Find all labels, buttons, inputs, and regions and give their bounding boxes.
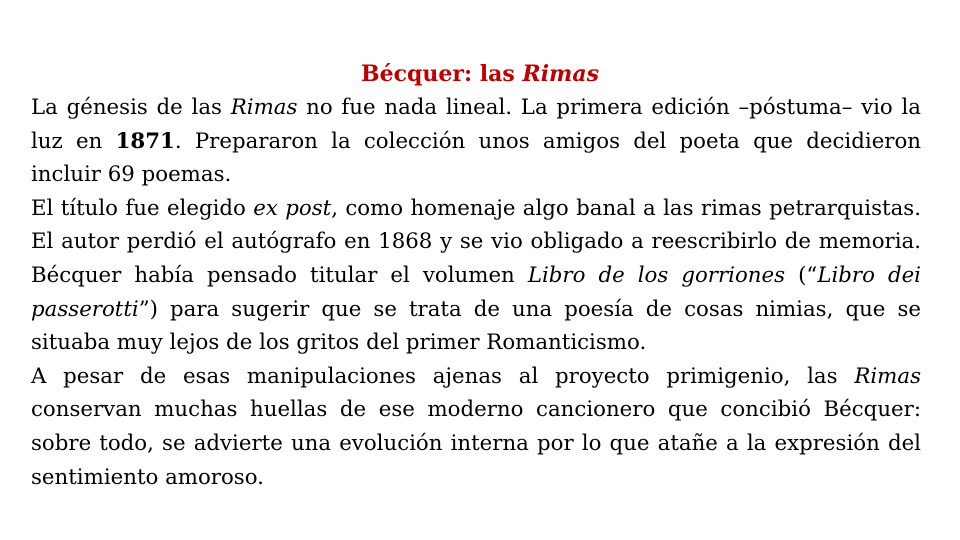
- title-prefix: Bécquer: las: [361, 61, 523, 87]
- slide-body: [31, 91, 921, 494]
- p2-text-g: ”) para sugerir que se trata de una poesía de cosas nimias, que se situaba muy lejos de los gritos del primer Romanticismo.: [31, 296, 921, 356]
- paragraph-1: [31, 91, 921, 192]
- p1-italic-rimas: Rimas: [230, 95, 298, 120]
- title-italic: Rimas: [522, 61, 599, 87]
- paragraph-2: [31, 192, 921, 360]
- p3-text-a: A pesar de esas manipulaciones ajenas al proyecto primigenio, las: [31, 363, 855, 389]
- p2-italic-passerotti: Libro dei passerotti: [31, 262, 921, 322]
- p3-italic-rimas: Rimas: [854, 363, 921, 389]
- p3-text-c: conservan muchas huellas de ese moderno cancionero que concibió Bécquer: sobre todo, se advierte una evolución interna por lo que atañe a la expresión del sentimiento amoroso.: [31, 397, 921, 490]
- paragraph-3: [31, 360, 921, 494]
- p2-text-e: (“: [785, 262, 818, 288]
- p1-text-a: La génesis de las: [31, 95, 231, 120]
- p2-italic-ex-post: ex post: [253, 195, 332, 221]
- p2-text-a: El título fue elegido: [31, 195, 254, 221]
- slide-title: [0, 58, 960, 90]
- p1-bold-year: 1871: [115, 128, 175, 154]
- p1-text-c: no fue nada lineal. La primera edición –póstuma– vio la luz en: [31, 95, 921, 154]
- p2-italic-gorriones: Libro de los gorriones: [527, 262, 786, 288]
- p1-text-e: . Prepararon la colección unos amigos del poeta que decidieron incluir 69 poemas.: [31, 128, 922, 188]
- p2-text-c: , como homenaje algo banal a las rimas petrarquistas. El autor perdió el autógrafo en 1868 y se vio obligado a reescribirlo de memoria. Bécquer había pensado titular el volumen: [31, 195, 922, 288]
